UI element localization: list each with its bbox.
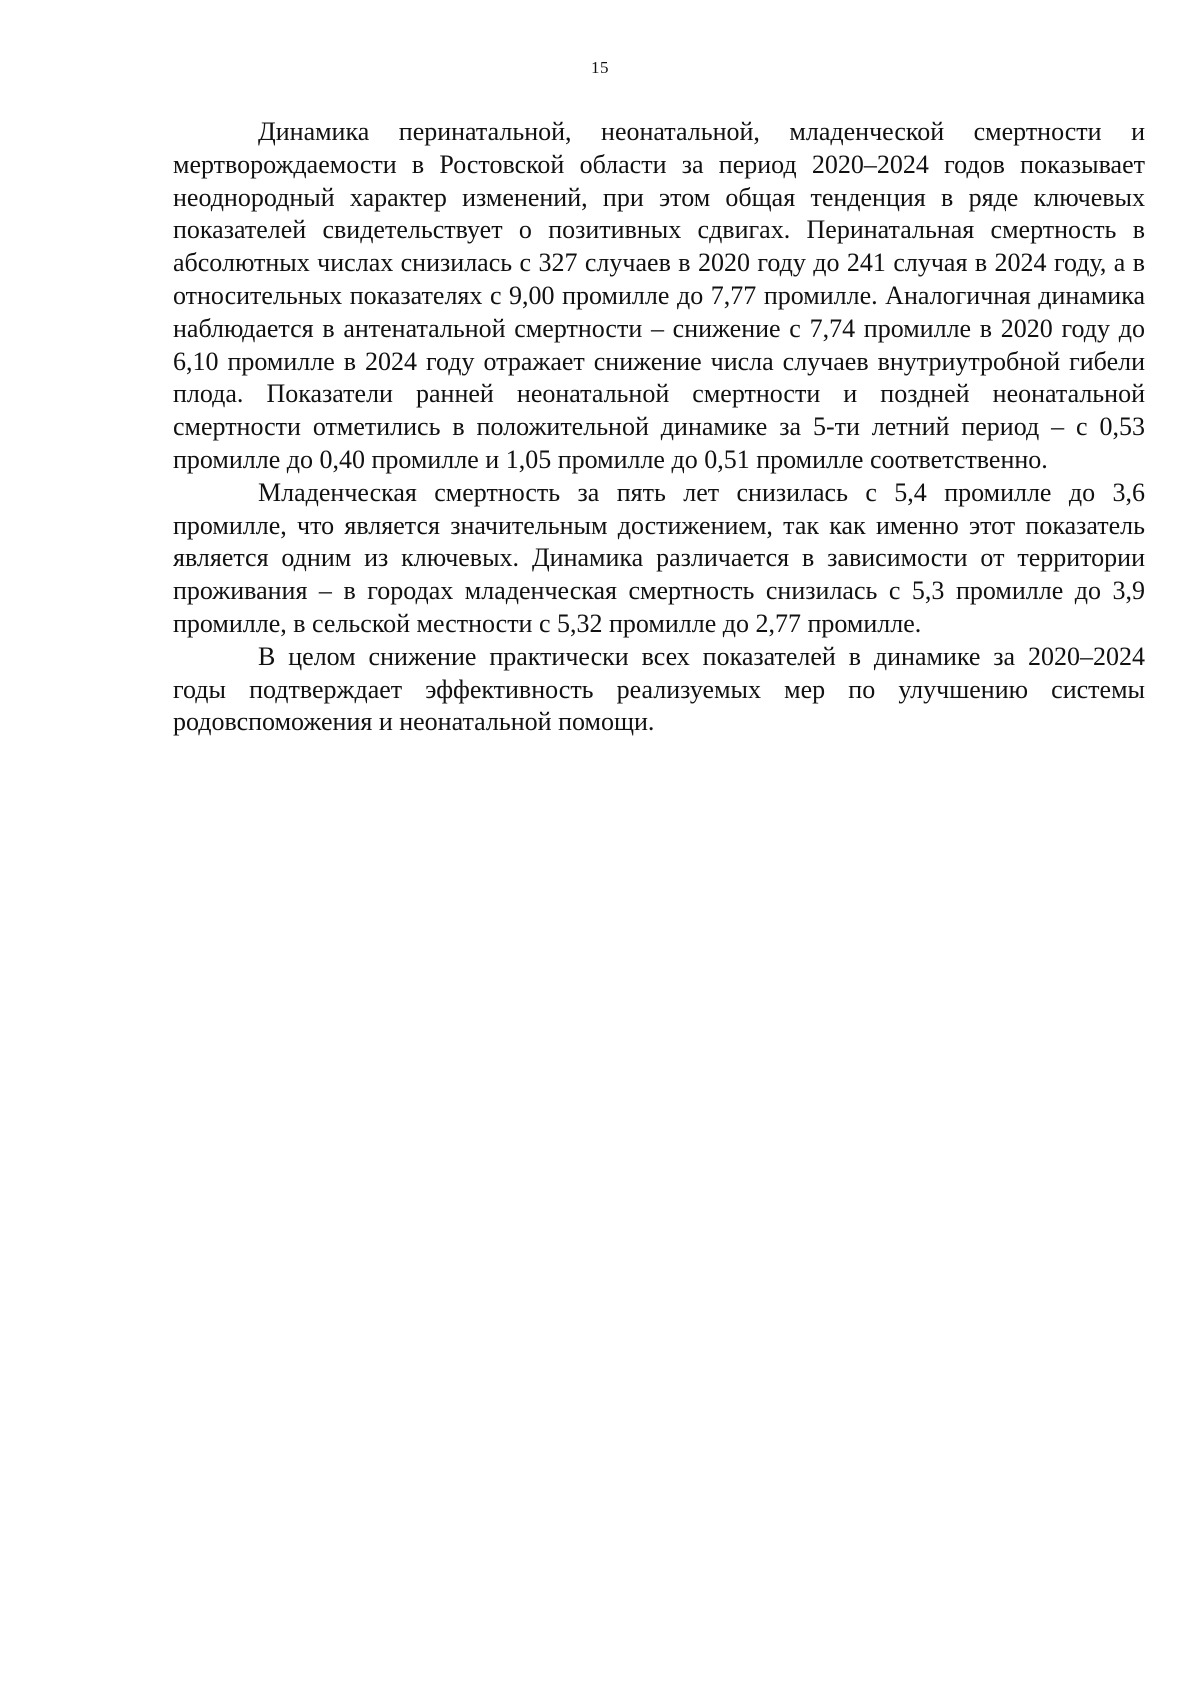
page-number: 15 [591,58,609,77]
paragraph-infant-mortality: Младенческая смертность за пять лет снизилась с 5,4 промилле до 3,6 промилле, что является значительным достижением, так как именно этот показатель является одним из ключевых. Динамика различается в зависимости от территории проживания – в городах младенческая смертность снизилась с 5,3 промилле до 3,9 промилле, в сельской местности с 5,32 промилле до 2,77 промилле. [173,477,1145,638]
body-text [173,116,1145,739]
paragraph-conclusion: В целом снижение практически всех показателей в динамике за 2020–2024 годы подтверждает эффективность реализуемых мер по улучшению системы родовспоможения и неонатальной помощи. [173,641,1145,737]
paragraph-perinatal-dynamics: Динамика перинатальной, неонатальной, младенческой смертности и мертворождаемости в Ростовской области за период 2020–2024 годов показывает неоднородный характер изменений, при этом общая тенденция в ряде ключевых показателей свидетельствует о позитивных сдвигах. Перинатальная смертность в абсолютных числах снизилась с 327 случаев в 2020 году до 241 случая в 2024 году, а в относительных показателях с 9,00 промилле до 7,77 промилле. Аналогичная динамика наблюдается в антенатальной смертности – снижение с 7,74 промилле в 2020 году до 6,10 промилле в 2024 году отражает снижение числа случаев внутриутробной гибели плода. Показатели ранней неонатальной смертности и поздней неонатальной смертности отметились в положительной динамике за 5-ти летний период – с 0,53 промилле до 0,40 промилле и 1,05 промилле до 0,51 промилле соответственно. [173,117,1145,474]
